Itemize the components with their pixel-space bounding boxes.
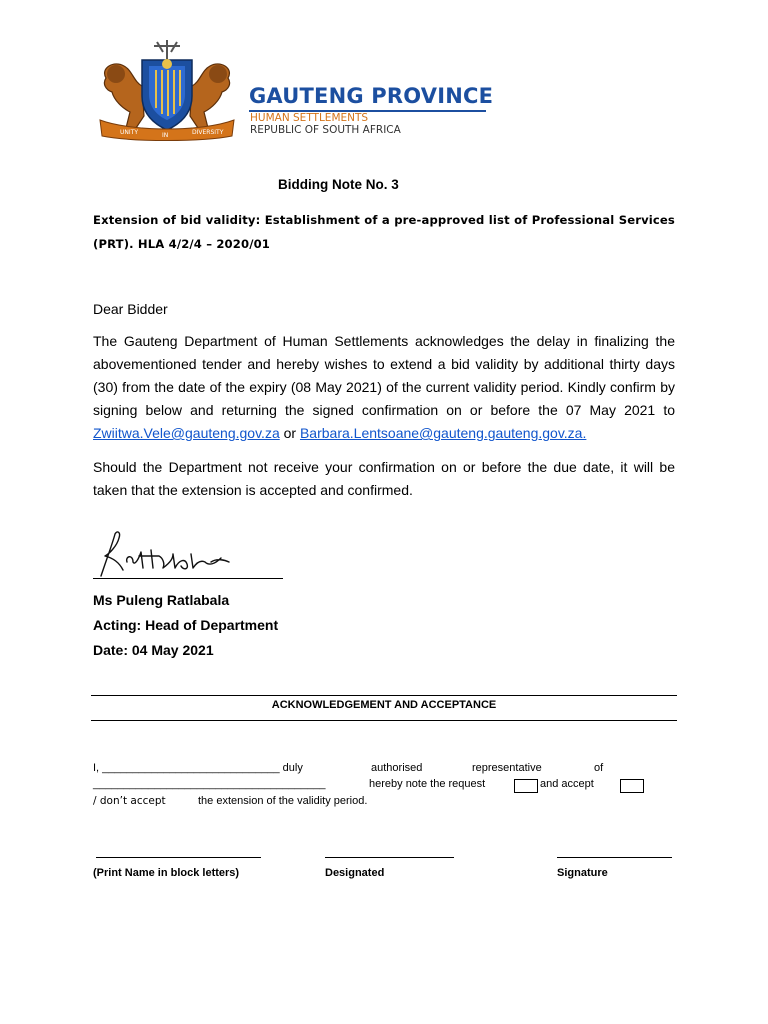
form-text: the extension of the validity period. xyxy=(198,795,368,807)
email-link-1[interactable]: Zwiitwa.Vele@gauteng.gov.za xyxy=(93,425,280,441)
body-paragraph-1 xyxy=(93,330,675,445)
conjunction-text: or xyxy=(283,425,297,441)
print-name-label: (Print Name in block letters) xyxy=(93,867,240,879)
form-word: authorised xyxy=(371,762,423,774)
signatory-title: Acting: Head of Department xyxy=(93,617,279,633)
organisation-name: GAUTENG PROVINCE xyxy=(249,84,494,108)
salutation: Dear Bidder xyxy=(93,301,168,317)
print-name-line[interactable] xyxy=(96,857,261,858)
form-word: of xyxy=(594,762,604,774)
signatory-block xyxy=(93,588,278,663)
paragraph-text: The Gauteng Department of Human Settlements acknowledges the delay in finalizing the abovementioned tender and hereby wishes to extend a bid validity by additional thirty days (30) from the date of the expiry (08 May 2021) of the current validity period. Kindly confirm by signing below and returning the signed confirmation on or before the 07 May 2021 to xyxy=(93,333,675,418)
handwritten-signature xyxy=(93,528,243,578)
signature-line xyxy=(93,578,283,579)
motto-word: UNITY xyxy=(120,129,138,136)
section-divider xyxy=(91,695,677,696)
signature-field-line[interactable] xyxy=(557,857,672,858)
coat-of-arms-logo xyxy=(92,38,242,142)
signature-label: Signature xyxy=(557,867,608,879)
email-link-2[interactable]: Barbara.Lentsoane@gauteng.gauteng.gov.za. xyxy=(299,425,587,441)
document-subject: Extension of bid validity: Establishment of a pre-approved list of Professional Services (PRT). HLA 4/2/4 – 2020/01 xyxy=(93,213,675,251)
acknowledgement-heading: ACKNOWLEDGEMENT AND ACCEPTANCE xyxy=(271,699,497,711)
country-name: REPUBLIC OF SOUTH AFRICA xyxy=(250,124,401,136)
document-title: Bidding Note No. 3 xyxy=(278,177,399,192)
department-name: HUMAN SETTLEMENTS xyxy=(250,112,369,124)
body-paragraph-2: Should the Department not receive your confirmation on or before the due date, it will be taken that the extension is accepted and confirmed. xyxy=(93,459,675,498)
designated-line[interactable] xyxy=(325,857,454,858)
name-blank-text[interactable]: I, _____________________________ duly xyxy=(93,762,303,774)
company-blank[interactable]: ______________________________________ xyxy=(93,778,326,790)
motto-word: IN xyxy=(162,132,169,139)
signatory-name: Ms Puleng Ratlabala xyxy=(93,592,230,608)
designated-label: Designated xyxy=(325,867,385,879)
form-text: hereby note the request xyxy=(369,778,486,790)
signature-date: Date: 04 May 2021 xyxy=(93,642,214,658)
form-word: representative xyxy=(472,762,542,774)
motto-word: DIVERSITY xyxy=(192,129,224,136)
form-text: and accept xyxy=(540,778,594,790)
accept-checkbox[interactable] xyxy=(620,779,644,793)
note-request-checkbox[interactable] xyxy=(514,779,538,793)
section-divider xyxy=(91,720,677,721)
dont-accept-option: / don’t accept xyxy=(93,795,166,807)
